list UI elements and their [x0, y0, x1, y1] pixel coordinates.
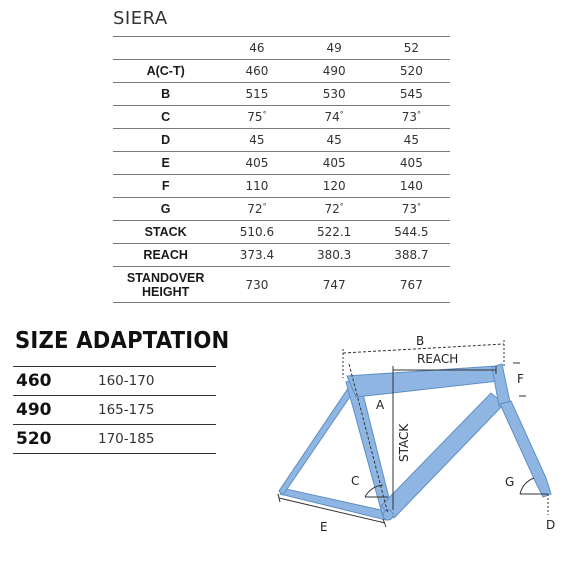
rider-height-range: 165-175	[98, 396, 216, 425]
geometry-value-cell: 110	[218, 175, 295, 198]
geometry-row	[113, 175, 450, 198]
size-header-cell: 52	[373, 37, 450, 60]
geometry-value-cell: 530	[296, 83, 373, 106]
geometry-value-cell: 747	[296, 267, 373, 303]
size-header-cell: 46	[218, 37, 295, 60]
frame-size: 520	[13, 425, 98, 454]
geometry-row-label: A(C-T)	[113, 60, 218, 83]
label-reach: REACH	[417, 352, 459, 366]
size-adaptation-row	[13, 367, 216, 396]
geometry-value-cell: 767	[373, 267, 450, 303]
geometry-value-cell: 520	[373, 60, 450, 83]
geometry-header-blank	[113, 37, 218, 60]
label-f: F	[517, 372, 524, 386]
geometry-value-cell: 120	[296, 175, 373, 198]
geometry-row	[113, 129, 450, 152]
geometry-row	[113, 152, 450, 175]
geometry-row-label: STANDOVER HEIGHT	[113, 267, 218, 303]
size-adaptation-row	[13, 396, 216, 425]
geometry-value-cell: 373.4	[218, 244, 295, 267]
geometry-value-cell: 72°	[218, 198, 295, 221]
geometry-value-cell: 522.1	[296, 221, 373, 244]
size-adaptation-row	[13, 425, 216, 454]
model-name: SIERA	[113, 8, 168, 29]
geometry-row	[113, 221, 450, 244]
frame-tubes	[279, 364, 551, 520]
geometry-row	[113, 198, 450, 221]
geometry-table	[113, 36, 450, 303]
label-g: G	[505, 475, 515, 489]
frame-size: 460	[13, 367, 98, 396]
rider-height-range: 170-185	[98, 425, 216, 454]
geometry-value-cell: 73°	[373, 198, 450, 221]
rider-height-range: 160-170	[98, 367, 216, 396]
geometry-value-cell: 515	[218, 83, 295, 106]
geometry-row-label: E	[113, 152, 218, 175]
geometry-header-row	[113, 37, 450, 60]
geometry-row	[113, 83, 450, 106]
geometry-value-cell: 45	[296, 129, 373, 152]
geometry-value-cell: 510.6	[218, 221, 295, 244]
size-adaptation-title: SIZE ADAPTATION	[15, 328, 230, 354]
geometry-value-cell: 380.3	[296, 244, 373, 267]
size-adaptation-table	[13, 366, 216, 454]
geometry-value-cell: 490	[296, 60, 373, 83]
frame-size: 490	[13, 396, 98, 425]
geometry-value-cell: 460	[218, 60, 295, 83]
frame-geometry-diagram	[265, 330, 570, 570]
seat-stay-tube	[279, 381, 358, 495]
geometry-value-cell: 544.5	[373, 221, 450, 244]
geometry-row-label: C	[113, 106, 218, 129]
label-stack: STACK	[397, 423, 411, 462]
geometry-row-label: G	[113, 198, 218, 221]
geometry-value-cell: 74°	[296, 106, 373, 129]
geometry-value-cell: 75°	[218, 106, 295, 129]
geometry-row	[113, 244, 450, 267]
geometry-value-cell: 45	[373, 129, 450, 152]
label-a: A	[376, 398, 385, 412]
geometry-value-cell: 72°	[296, 198, 373, 221]
seat-tube	[346, 378, 393, 517]
geometry-value-cell: 545	[373, 83, 450, 106]
geometry-row	[113, 60, 450, 83]
label-b: B	[416, 334, 425, 348]
geometry-value-cell: 730	[218, 267, 295, 303]
geometry-value-cell: 140	[373, 175, 450, 198]
geometry-value-cell: 405	[218, 152, 295, 175]
geometry-row	[113, 106, 450, 129]
geometry-row-label: F	[113, 175, 218, 198]
geometry-row	[113, 267, 450, 303]
geometry-value-cell: 405	[296, 152, 373, 175]
geometry-row-label: B	[113, 83, 218, 106]
label-c: C	[351, 474, 360, 488]
geometry-row-label: STACK	[113, 221, 218, 244]
bottom-bracket	[383, 510, 393, 520]
geometry-value-cell: 388.7	[373, 244, 450, 267]
size-header-cell: 49	[296, 37, 373, 60]
chainstay-tube	[280, 489, 390, 520]
geometry-row-label: D	[113, 129, 218, 152]
top-tube	[347, 366, 499, 397]
geometry-value-cell: 45	[218, 129, 295, 152]
geometry-value-cell: 405	[373, 152, 450, 175]
geometry-row-label: REACH	[113, 244, 218, 267]
label-d: D	[546, 518, 556, 532]
label-e: E	[320, 520, 328, 534]
geometry-value-cell: 73°	[373, 106, 450, 129]
